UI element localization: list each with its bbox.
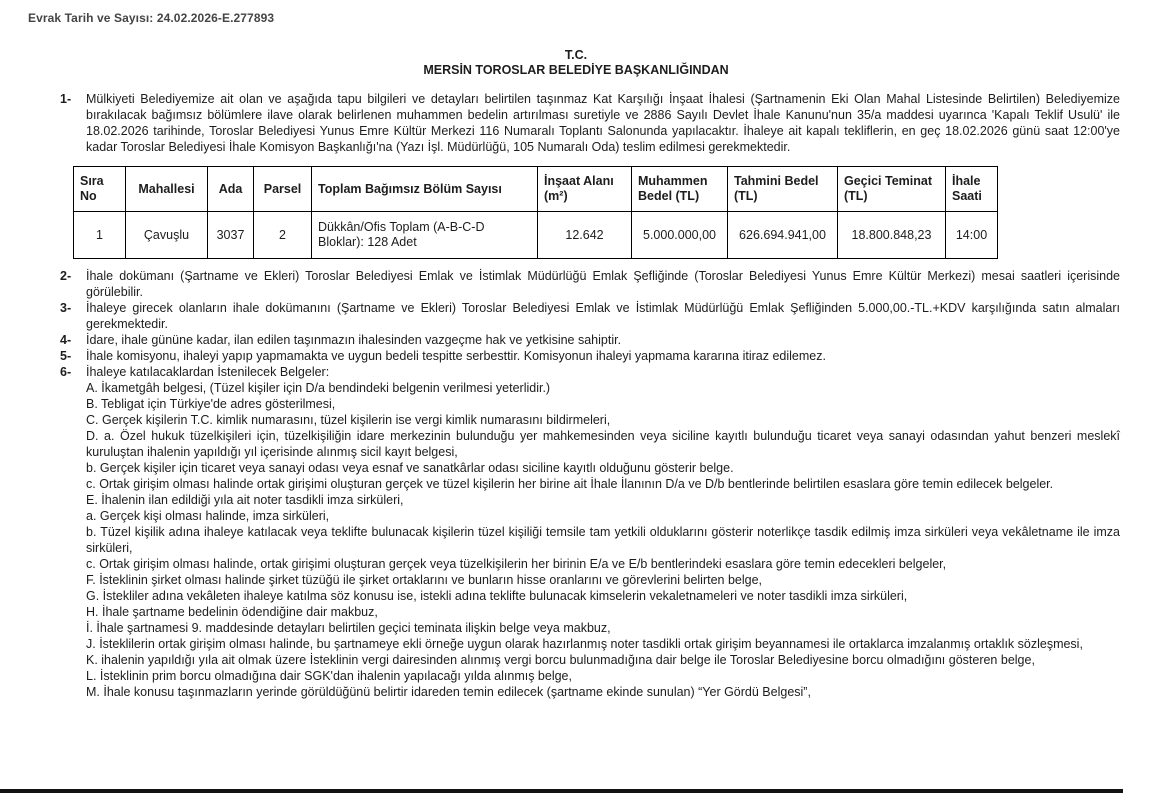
item-number: 4- — [60, 333, 72, 347]
item-6-heading: İhaleye katılacaklardan İstenilecek Belgeler: — [86, 365, 330, 379]
tender-item-4 — [60, 332, 1120, 348]
required-document-item-E-b: b. Tüzel kişilik adına ihaleye katılacak veya teklifte bulunacak kişilerin tüzel kişiliği temsile tam yetkili olduklarını gösterir noterlikçe tasdik edilmiş imza sirküleri veya vekâletname ile imza sirküleri, — [86, 525, 1120, 555]
item-text: Mülkiyeti Belediyemize ait olan ve aşağıda tapu bilgileri ve detayları belirtilen taşınmaz Kat Karşılığı İnşaat İhalesi (Şartnamenin Eki Olan Mahal Listesinde Belirtilen) Belediyemize bırakılacak bağımsız bölümlere ilave olarak belirlenen muhammen bedelin artırılması suretiyle ve 2886 Sayılı Devlet İhale Kanunu'nun 35/a maddesi uyarınca 'Kapalı Teklif Usulü' ile 18.02.2026 tarihinde, Toroslar Belediyesi Yunus Emre Kültür Merkezi 116 Numaralı Toplantı Salonunda yapılacaktır. İhaleye ait kapalı tekliflerin, en geç 18.02.2026 günü saat 12:00'ye kadar Toroslar Belediyesi İhale Komisyon Başkanlığı'na (Yazı İşl. Müdürlüğü, 105 Numaralı Oda) teslim edilmesi gerekmektedir. — [86, 92, 1120, 154]
item-text: İhaleye girecek olanların ihale dokümanını (Şartname ve Ekleri) Toroslar Belediyesi Emlak ve İstimlak Müdürlüğü Emlak Şefliğinden 5.000,00.-TL.+KDV karşılığında satın almaları gerekmektedir. — [86, 301, 1120, 331]
cell-mahallesi: Çavuşlu — [126, 212, 208, 259]
item-number: 2- — [60, 269, 72, 283]
tender-table-wrapper — [73, 166, 1120, 259]
item-number: 1- — [60, 92, 72, 106]
header-ihale-saati: İhale Saati — [946, 167, 998, 212]
document-stamp: Evrak Tarih ve Sayısı: 24.02.2026-E.277893 — [28, 11, 275, 25]
required-document-item-E-c: c. Ortak girişim olması halinde, ortak girişimi oluşturan gerçek veya tüzelkişilerin her birinin E/a ve E/b bentlerindeki esaslara göre temin edecekleri belgeler, — [86, 557, 947, 571]
required-document-item-C: C. Gerçek kişilerin T.C. kimlik numarasını, tüzel kişilerin ise vergi kimlik numarasını bildirmeleri, — [86, 413, 611, 427]
required-document-item-L: L. İsteklinin prim borcu olmadığına dair SGK'dan ihalenin yapılacağı yılda alınmış belge, — [86, 669, 572, 683]
table-row — [74, 212, 998, 259]
tender-item-1 — [60, 91, 1120, 155]
cell-tahmini-bedel: 626.694.941,00 — [728, 212, 838, 259]
required-document-item-K: K. ihalenin yapıldığı yıla ait olmak üzere İsteklinin vergi dairesinden alınmış vergi borcu bulunmadığına dair belge ile Toroslar Belediyesine borcu olmadığını gösteren belge, — [86, 653, 1035, 667]
tender-item-2 — [60, 268, 1120, 300]
tender-item-5 — [60, 348, 1120, 364]
header-sira-no: Sıra No — [74, 167, 126, 212]
header-gecici-teminat: Geçici Teminat (TL) — [838, 167, 946, 212]
required-document-item-D-a: D. a. Özel hukuk tüzelkişileri için, tüzelkişiliğin idare merkezinin bulunduğu yer mahkemesinden veya siciline kayıtlı bulunduğu ticaret veya sanayi odasından yahut benzeri meslekî kuruluştan ihalenin yapıldığı yıl içerisinde alınmış sicil kayıt belgesi, — [86, 429, 1120, 459]
required-document-item-J: J. İsteklilerin ortak girişim olması halinde, bu şartnameye ekli örneğe uygun olarak hazırlanmış noter tasdikli ortak girişim beyannamesi ile ortaklarca imzalanmış ortaklık sözleşmesi, — [86, 637, 1083, 651]
header-muhammen-bedel: Muhammen Bedel (TL) — [632, 167, 728, 212]
header-toplam-bagimsiz-bolum: Toplam Bağımsız Bölüm Sayısı — [312, 167, 538, 212]
item-number: 5- — [60, 349, 72, 363]
document-body — [60, 91, 1120, 700]
required-documents-list — [86, 380, 1120, 700]
item-text — [86, 364, 1120, 700]
tender-table — [73, 166, 998, 259]
item-text: İhale dokümanı (Şartname ve Ekleri) Toroslar Belediyesi Emlak ve İstimlak Müdürlüğü Emlak Şefliğinde (Toroslar Belediyesi Yunus Emre Kültür Merkezi) mesai saatleri içerisinde görülebilir. — [86, 269, 1120, 299]
required-document-item-H: H. İhale şartname bedelinin ödendiğine dair makbuz, — [86, 605, 378, 619]
page-bottom-divider — [0, 789, 1123, 793]
header-parsel: Parsel — [254, 167, 312, 212]
tender-item-3 — [60, 300, 1120, 332]
required-document-item-E: E. İhalenin ilan edildiği yıla ait noter tasdikli imza sirküleri, — [86, 493, 404, 507]
cell-gecici-teminat: 18.800.848,23 — [838, 212, 946, 259]
cell-muhammen-bedel: 5.000.000,00 — [632, 212, 728, 259]
required-document-item-I: İ. İhale şartnamesi 9. maddesinde detayları belirtilen geçici teminata ilişkin belge veya makbuz, — [86, 621, 611, 635]
title-tc: T.C. — [564, 48, 588, 62]
title-municipality: MERSİN TOROSLAR BELEDİYE BAŞKANLIĞINDAN — [423, 63, 729, 77]
required-document-item-A: A. İkametgâh belgesi, (Tüzel kişiler için D/a bendindeki belgenin verilmesi yeterlidir.) — [86, 381, 551, 395]
cell-ada: 3037 — [208, 212, 254, 259]
cell-toplam-bagimsiz-bolum: Dükkân/Ofis Toplam (A-B-C-D Bloklar): 128 Adet — [312, 212, 538, 259]
required-document-item-B: B. Tebligat için Türkiye'de adres gösterilmesi, — [86, 397, 336, 411]
cell-sira-no: 1 — [74, 212, 126, 259]
item-number: 3- — [60, 301, 72, 315]
header-ada: Ada — [208, 167, 254, 212]
required-document-item-D-c: c. Ortak girişim olması halinde ortak girişimi oluşturan gerçek ve tüzel kişilerin her birine ait İhale İlanının D/a ve D/b bentlerinde belirtilen esaslara göre temin edilecek belgeler. — [86, 477, 1054, 491]
cell-parsel: 2 — [254, 212, 312, 259]
cell-insaat-alani: 12.642 — [538, 212, 632, 259]
required-document-item-F: F. İsteklinin şirket olması halinde şirket tüzüğü ile şirket ortaklarını ve bunların hisse oranlarını ve görevlerini belirten belge, — [86, 573, 763, 587]
cell-ihale-saati: 14:00 — [946, 212, 998, 259]
required-document-item-G: G. İstekliler adına vekâleten ihaleye katılma söz konusu ise, istekli adına teklifte bulunacak kimselerin vekaletnameleri ve noter tasdikli imza sirküleri, — [86, 589, 908, 603]
header-tahmini-bedel: Tahmini Bedel (TL) — [728, 167, 838, 212]
table-header-row — [74, 167, 998, 212]
item-number: 6- — [60, 365, 72, 379]
required-document-item-M: M. İhale konusu taşınmazların yerinde görüldüğünü belirtir idareden temin edilecek (şartname ekinde sunulan) “Yer Gördü Belgesi”, — [86, 685, 811, 699]
required-document-item-D-b: b. Gerçek kişiler için ticaret veya sanayi odası veya esnaf ve sanatkârlar odası siciline kayıtlı olduğunu gösterir belge. — [86, 461, 734, 475]
required-document-item-E-a: a. Gerçek kişi olması halinde, imza sirküleri, — [86, 509, 330, 523]
header-mahallesi: Mahallesi — [126, 167, 208, 212]
tender-item-6 — [60, 364, 1120, 700]
item-text: İdare, ihale gününe kadar, ilan edilen taşınmazın ihalesinden vazgeçme hak ve yetkisine sahiptir. — [86, 333, 622, 347]
item-text: İhale komisyonu, ihaleyi yapıp yapmamakta ve uygun bedeli tespitte serbesttir. Komisyonun ihaleyi yapmama kararına itiraz edilemez. — [86, 349, 826, 363]
header-insaat-alani: İnşaat Alanı (m²) — [538, 167, 632, 212]
